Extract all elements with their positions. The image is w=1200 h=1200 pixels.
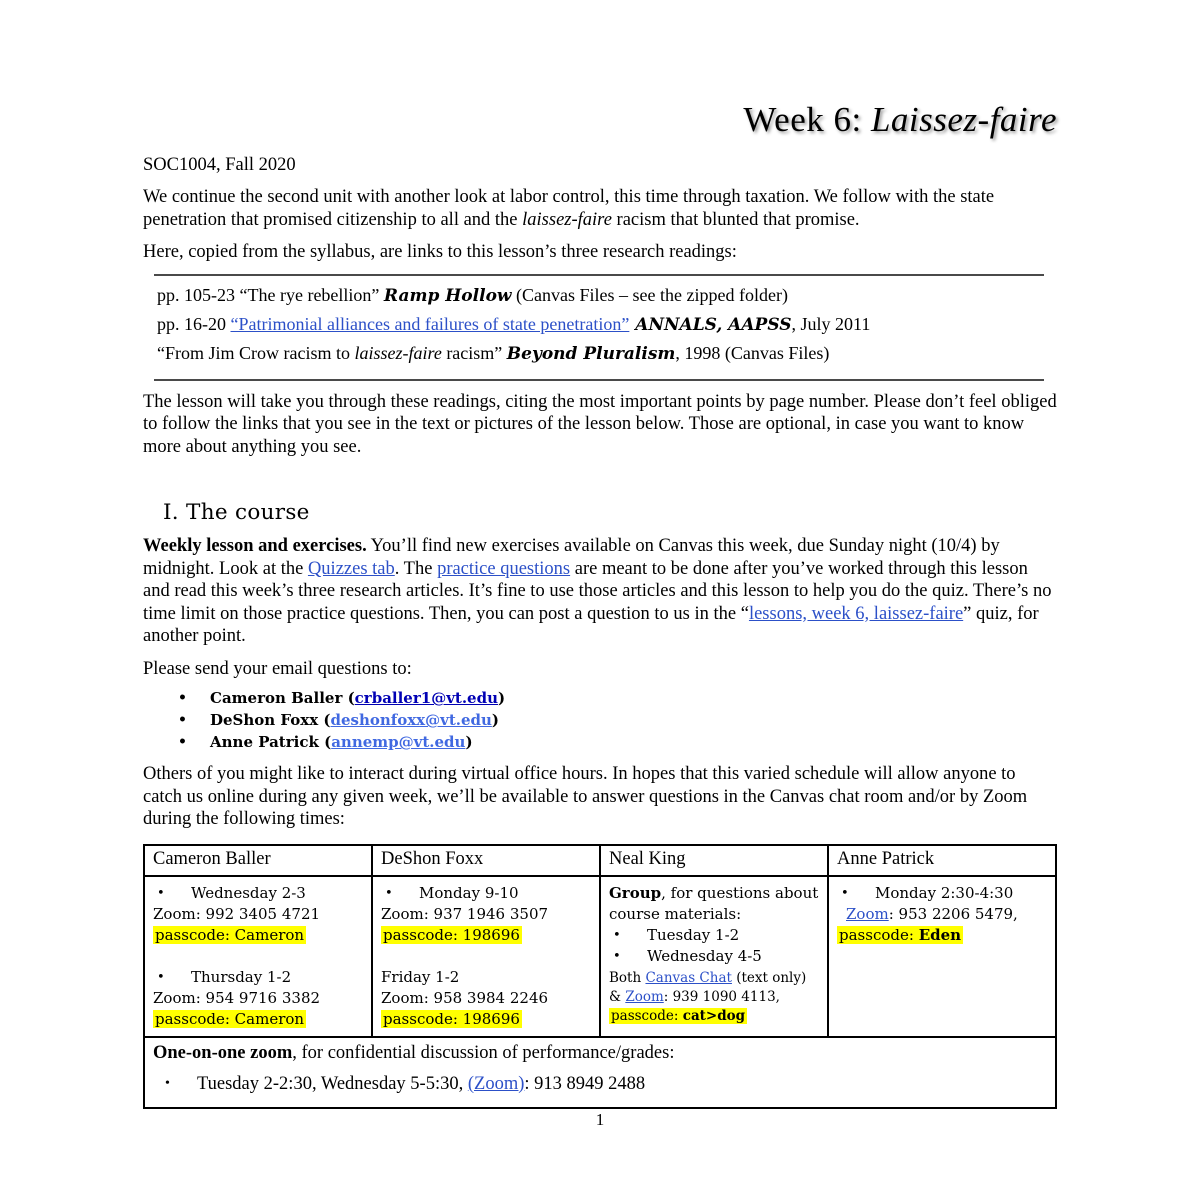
cell-anne-hours [828,876,1056,1037]
highlighted-passcode: passcode: 198696 [383,925,520,944]
zoom-link[interactable]: (Zoom) [467,1073,525,1094]
lessons-week6-quiz-link[interactable]: lessons, week 6, laissez-faire [748,603,964,624]
bullet-icon: • [157,969,165,985]
one-on-one-times: • Tuesday 2-2:30, Wednesday 5-5:30, (Zoom): 913 8949 2488 [165,1073,646,1094]
highlighted-passcode: passcode: cat>dog [611,1007,746,1024]
syllabus-line: Here, copied from the syllabus, are links to this lesson’s three research readings: [143,242,737,263]
slot-day: • Wednesday 2-3 [157,883,306,902]
slot-passcode [153,1009,365,1030]
cell-neal-hours [600,876,828,1037]
contact-name: Anne Patrick ( [210,733,332,752]
page-title [143,100,1057,140]
office-hours-table [143,844,1057,1109]
both-channels-note: Both Canvas Chat (text only) & Zoom: 939 1090 4113, passcode: cat>dog [609,969,807,1024]
slot-day: • Thursday 1-2 [157,967,292,986]
reading-item: pp. 105-23 “The rye rebellion” Ramp Hollow (Canvas Files – see the zipped folder) [157,284,788,306]
contact-name: Cameron Baller ( [210,689,355,708]
group-note: Group, for questions about course materials: [609,883,819,923]
bullet-icon: • [178,712,187,729]
patrimonial-article-link[interactable]: “Patrimonial alliances and failures of state penetration” [230,313,630,334]
contacts-intro: Please send your email questions to: [143,658,412,679]
readings-box [154,274,1044,381]
one-on-one-note: One-on-one zoom, for confidential discussion of performance/grades: [153,1042,675,1063]
bullet-icon: • [178,734,187,751]
weekly-lesson-paragraph: Weekly lesson and exercises. You’ll find new exercises available on Canvas this week, due Sunday night (10/4) by midnight. Look at the Quizzes tab. The practice questions are meant to be done after you’ve worked through this lesson and read this week’s three research articles. It’s fine to use those articles and this lesson to help you do the quiz. There’s no time limit on those practice questions. Then, you can post a question to us in the “lessons, week 6, laissez-faire” quiz, for another point. [143,536,1052,647]
intro-paragraph: We continue the second unit with another look at labor control, this time through taxation. We follow with the state penetration that promised citizenship to all and the laissez-faire racism that blunted that promise. [143,187,995,230]
highlighted-passcode: passcode: Eden [839,925,962,944]
contact-email-link[interactable]: deshonfoxx@vt.edu [330,711,492,730]
slot-day: • Monday 2:30-4:30 [841,883,1014,902]
zoom-link[interactable]: Zoom [625,988,664,1005]
highlighted-passcode: passcode: Cameron [155,925,305,944]
cell-deshon-hours [372,876,600,1037]
highlighted-passcode: passcode: Cameron [155,1009,305,1028]
slot-passcode [837,925,1049,946]
contact-email-link[interactable]: crballer1@vt.edu [354,689,498,708]
column-header-anne: Anne Patrick [828,845,1056,876]
slot-day: • Wednesday 4-5 [613,946,762,965]
reading-title: Beyond Pluralism [506,343,676,364]
page-number: 1 [595,1110,605,1129]
contact-paren: ) [465,733,473,752]
bullet-icon: • [385,885,393,901]
bullet-icon: • [613,948,621,964]
practice-questions-link[interactable]: practice questions [437,558,571,579]
reading-item: “From Jim Crow racism to laissez-faire racism” Beyond Pluralism, 1998 (Canvas Files) [157,342,830,364]
document-page [143,0,1057,1109]
slot-zoom-id: Zoom: 954 9716 3382 [153,988,321,1007]
column-header-neal: Neal King [600,845,828,876]
column-header-deshon: DeShon Foxx [372,845,600,876]
contact-name: DeShon Foxx ( [210,711,331,730]
contact-paren: ) [498,689,506,708]
canvas-chat-link[interactable]: Canvas Chat [645,969,732,986]
table-body-row [144,876,1056,1037]
slot-passcode [153,925,365,946]
contact-paren: ) [491,711,500,730]
cell-one-on-one [144,1037,1056,1108]
slot-passcode [381,1009,593,1030]
page-title-italic: Laissez-faire [870,100,1057,139]
cell-cameron-hours [144,876,372,1037]
reading-title: ANNALS, AAPSS [629,314,792,335]
contact-item-anne [143,731,1057,753]
course-id-line: SOC1004, Fall 2020 [143,155,296,176]
table-footer-row [144,1037,1056,1108]
zoom-link[interactable]: Zoom [846,904,889,923]
slot-passcode [381,925,593,946]
office-hours-paragraph: Others of you might like to interact during virtual office hours. In hopes that this varied schedule will allow anyone to catch us online during any given week, we’ll be available to answer questions in the Canvas chat room and/or by Zoom during the following times: [143,764,1028,830]
contact-list [143,687,1057,753]
weekly-lesson-lead: Weekly lesson and exercises. [143,536,367,557]
spacer [381,946,593,967]
section-heading-the-course: I. The course [163,500,310,526]
slot-zoom-id: Zoom: 992 3405 4721 [153,904,321,923]
table-header-row [144,845,1056,876]
reading-title: Ramp Hollow [383,285,512,306]
reading-item: pp. 16-20 “Patrimonial alliances and failures of state penetration” ANNALS, AAPSS, July 2011 [157,313,871,335]
highlighted-passcode: passcode: 198696 [383,1009,520,1028]
slot-day: Friday 1-2 [381,967,460,986]
contact-item-deshon [143,709,1057,731]
slot-zoom-id: Zoom: 953 2206 5479, [846,904,1018,923]
bullet-icon: • [613,927,621,943]
slot-zoom-id: Zoom: 958 3984 2246 [381,988,549,1007]
spacer [153,946,365,967]
contact-item-cameron [143,687,1057,709]
slot-zoom-id: Zoom: 937 1946 3507 [381,904,549,923]
column-header-cameron: Cameron Baller [144,845,372,876]
contact-email-link[interactable]: annemp@vt.edu [331,733,466,752]
bullet-icon: • [165,1075,170,1091]
slot-day: • Monday 9-10 [385,883,519,902]
slot-day: • Tuesday 1-2 [613,925,740,944]
bullet-icon: • [157,885,165,901]
lesson-note-paragraph: The lesson will take you through these readings, citing the most important points by page number. Please don’t feel obliged to follow the links that you see in the text or pictures of the lesson below. Those are optional, in case you want to know more about anything you see. [143,391,1057,457]
bullet-icon: • [178,690,187,707]
bullet-icon: • [841,885,849,901]
page-title-regular: Week 6: [743,100,871,139]
quizzes-tab-link[interactable]: Quizzes tab [307,558,395,579]
